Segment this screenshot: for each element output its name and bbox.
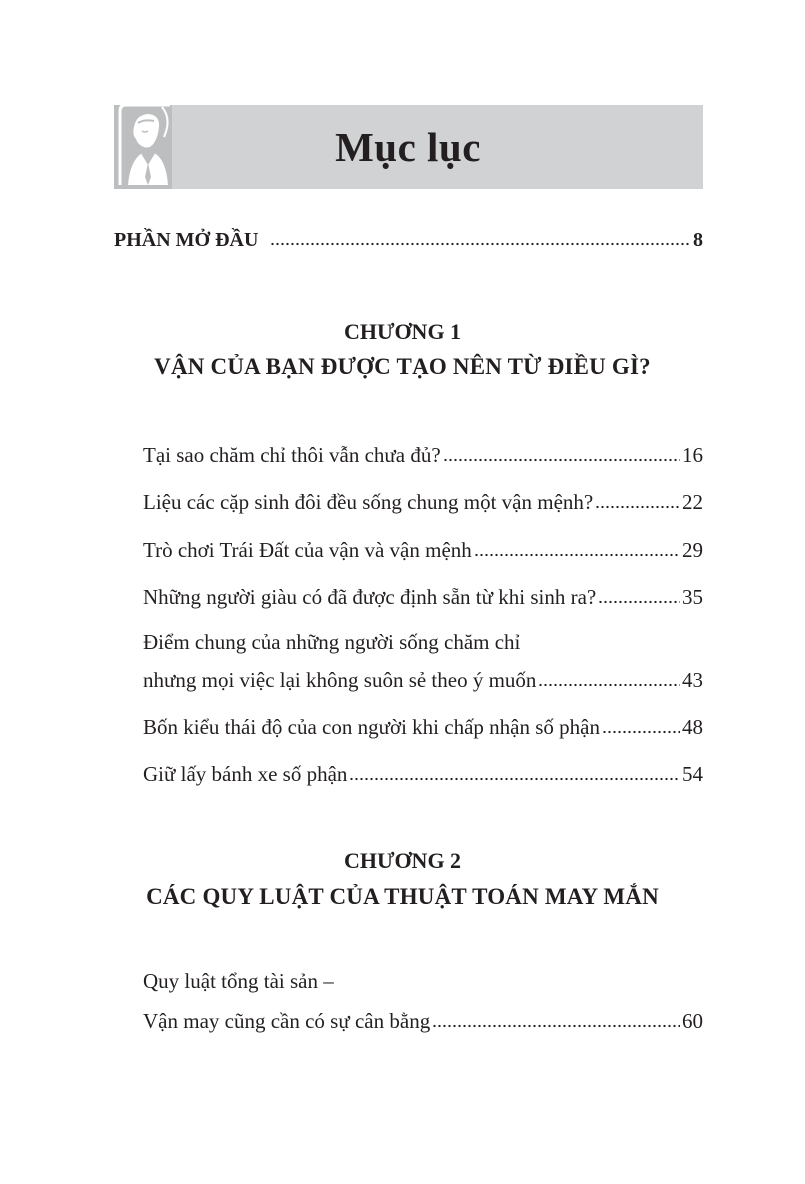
dot-leader [598, 590, 680, 604]
toc-entry-title: Bốn kiểu thái độ của con người khi chấp nhận số phận [143, 715, 600, 739]
toc-entry[interactable] [143, 582, 703, 612]
toc-entry-page: 54 [682, 762, 703, 786]
toc-entry-page: 22 [682, 490, 703, 514]
chapter-title: VẬN CỦA BẠN ĐƯỢC TẠO NÊN TỪ ĐIỀU GÌ? [154, 354, 651, 379]
toc-entry-title: Tại sao chăm chỉ thôi vẫn chưa đủ? [143, 443, 441, 467]
toc-entry-page: 29 [682, 538, 703, 562]
toc-entry-title: Những người giàu có đã được định sẵn từ khi sinh ra? [143, 585, 597, 609]
toc-entry-title: Vận may cũng cần có sự cân bằng [143, 1009, 431, 1033]
toc-entry[interactable] [143, 712, 703, 742]
toc-entry-page: 35 [682, 585, 703, 609]
dot-leader [595, 495, 680, 509]
toc-entry-page: 60 [682, 1009, 703, 1033]
page-title: Mục lục [335, 124, 481, 170]
toc-entry-title: nhưng mọi việc lại không suôn sẻ theo ý muốn [143, 668, 537, 692]
toc-entry-page: 43 [682, 668, 703, 692]
toc-entry[interactable] [143, 535, 703, 565]
toc-entry-title: PHẦN MỞ ĐẦU [114, 229, 259, 251]
dot-leader [443, 448, 680, 462]
toc-entry[interactable] [143, 487, 703, 517]
toc-entry-title-line1: Quy luật tổng tài sản – [143, 969, 334, 993]
toc-entry[interactable] [143, 759, 703, 789]
toc-entry-title: Trò chơi Trái Đất của vận và vận mệnh [143, 538, 472, 562]
toc-entry[interactable] [143, 665, 703, 695]
toc-entry[interactable] [143, 440, 703, 470]
toc-entry-page: 48 [682, 715, 703, 739]
toc-entry-page: 16 [682, 443, 703, 467]
dot-leader [602, 720, 680, 734]
toc-entry-intro[interactable] [114, 225, 703, 255]
portrait-emblem-icon [114, 97, 178, 189]
toc-entry-title: Liệu các cặp sinh đôi đều sống chung một vận mệnh? [143, 490, 594, 514]
dot-leader [270, 232, 691, 246]
toc-entry-title-line1: Điểm chung của những người sống chăm chỉ [143, 630, 521, 654]
toc-entry-page: 8 [693, 229, 703, 251]
dot-leader [349, 767, 680, 781]
toc-entry-title: Giữ lấy bánh xe số phận [143, 762, 348, 786]
chapter-title: CÁC QUY LUẬT CỦA THUẬT TOÁN MAY MẮN [146, 884, 659, 909]
dot-leader [474, 543, 680, 557]
chapter-number: CHƯƠNG 1 [343, 319, 462, 344]
dot-leader [538, 673, 680, 687]
dot-leader [432, 1014, 680, 1028]
chapter-number: CHƯƠNG 2 [343, 848, 462, 873]
toc-entry[interactable] [143, 1006, 703, 1036]
